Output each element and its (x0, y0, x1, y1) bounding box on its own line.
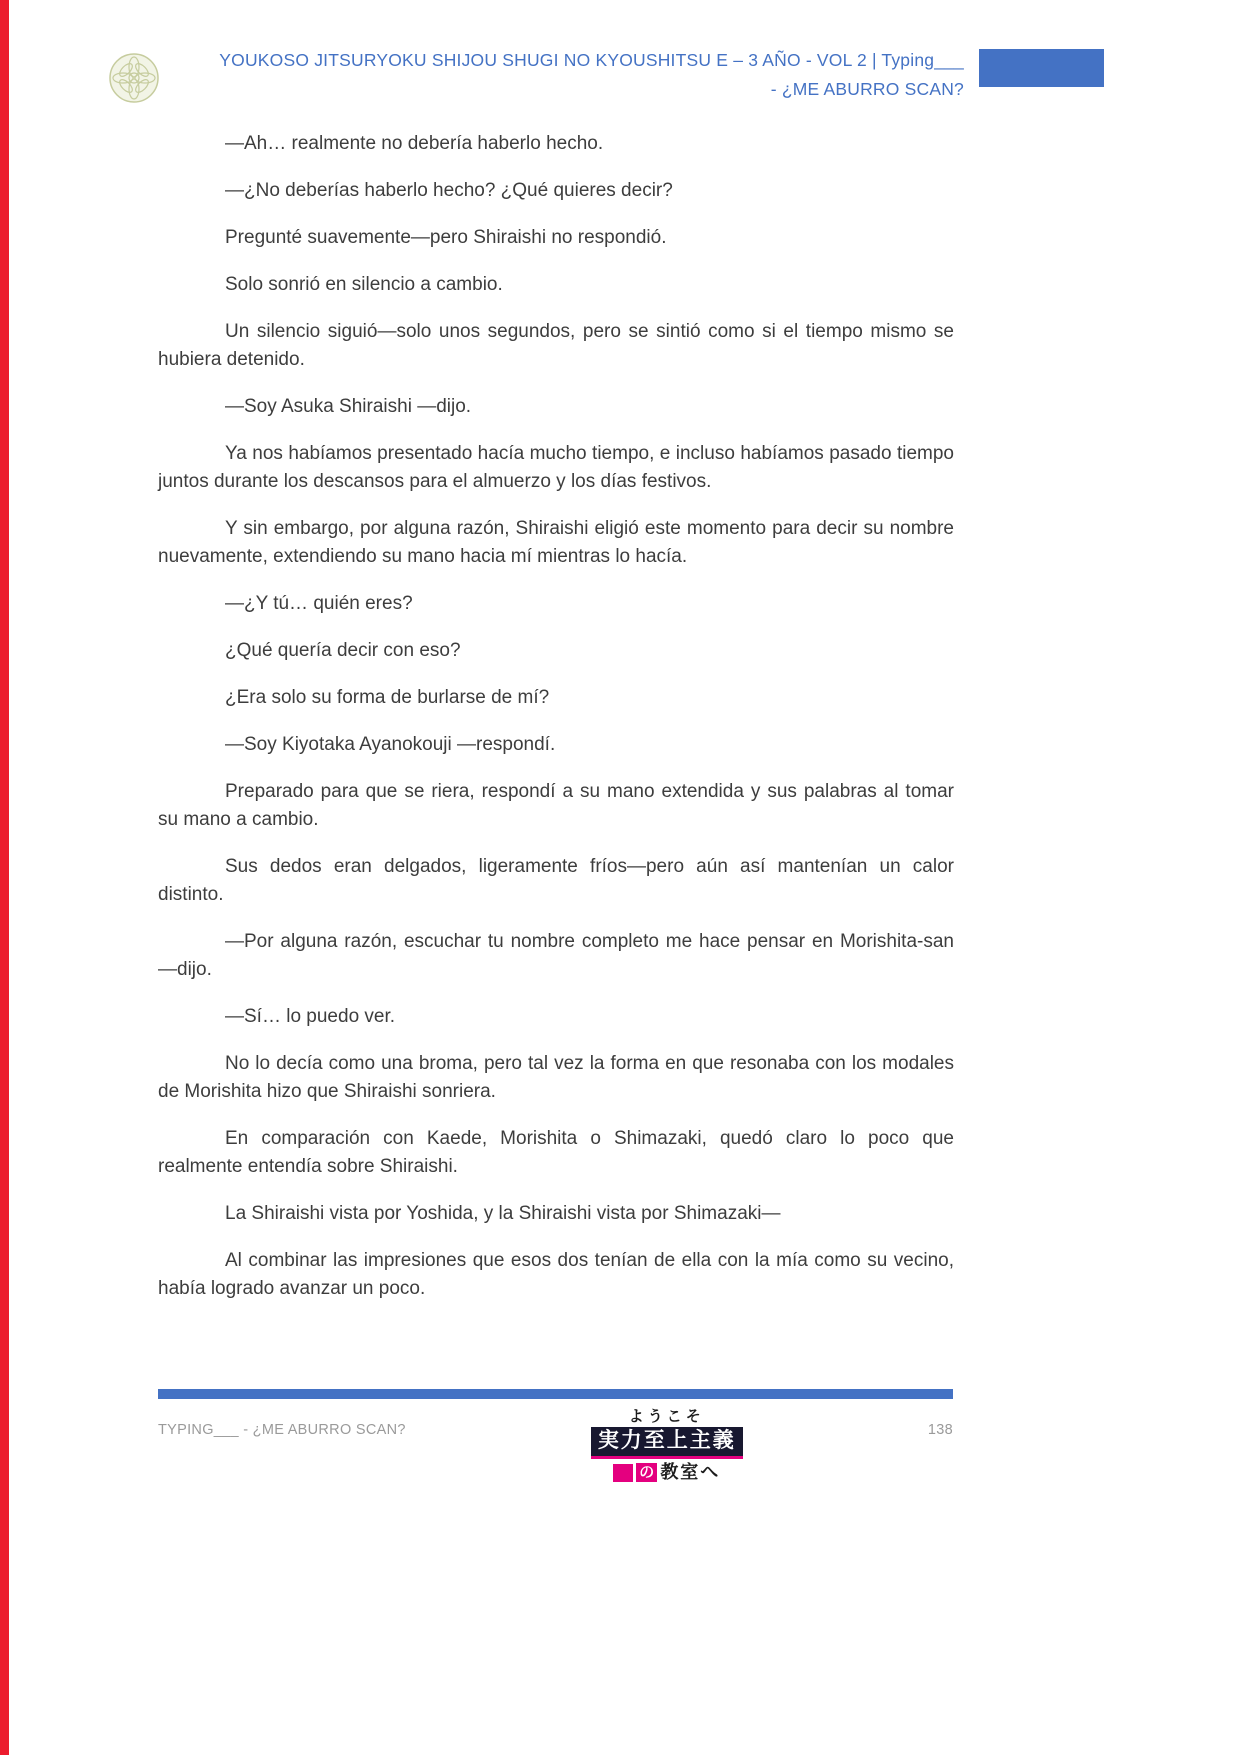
page-header (108, 46, 1104, 104)
paragraph: En comparación con Kaede, Morishita o Shimazaki, quedó claro lo poco que realmente entendía sobre Shiraishi. (158, 1128, 954, 1177)
paragraph: Un silencio siguió—solo unos segundos, pero se sintió como si el tiempo mismo se hubiera detenido. (158, 321, 954, 370)
paragraph: —Sí… lo puedo ver. (225, 1006, 396, 1027)
paragraph: No lo decía como una broma, pero tal vez la forma en que resonaba con los modales de Morishita hizo que Shiraishi sonriera. (158, 1053, 954, 1102)
paragraph: La Shiraishi vista por Yoshida, y la Shiraishi vista por Shimazaki— (225, 1203, 781, 1224)
left-red-border (0, 0, 9, 1755)
paragraph: —Soy Asuka Shiraishi —dijo. (225, 396, 472, 417)
footer-divider-bar (158, 1389, 953, 1399)
header-title: YOUKOSO JITSURYOKU SHIJOU SHUGI NO KYOUSHITSU E – 3 AÑO - VOL 2 | Typing___ - ¿ME ABURRO SCAN? (219, 50, 964, 99)
series-logo-main-text: 実力至上主義 (591, 1427, 743, 1459)
paragraph: —Ah… realmente no debería haberlo hecho. (225, 133, 604, 154)
paragraph: ¿Era solo su forma de burlarse de mí? (225, 687, 550, 708)
paragraph: Preparado para que se riera, respondí a su mano extendida y sus palabras al tomar su mano a cambio. (158, 781, 954, 830)
paragraph: —Por alguna razón, escuchar tu nombre completo me hace pensar en Morishita-san —dijo. (158, 931, 954, 980)
series-logo-top-text: ようこそ (628, 1408, 705, 1425)
footer-scan-credit: TYPING___ - ¿ME ABURRO SCAN? (158, 1422, 406, 1438)
paragraph: Al combinar las impresiones que esos dos tenían de ella con la mía como su vecino, había logrado avanzar un poco. (158, 1250, 954, 1299)
pink-badge (613, 1464, 633, 1482)
series-logo-bottom-text: 教室へ (660, 1462, 721, 1483)
series-logo (591, 1408, 743, 1483)
paragraph: Ya nos habíamos presentado hacía mucho tiempo, e incluso habíamos pasado tiempo juntos durante los descansos para el almuerzo y los días festivos. (158, 443, 954, 492)
series-logo-bottom-row (613, 1462, 720, 1483)
header-blue-box (979, 49, 1104, 87)
paragraph: Y sin embargo, por alguna razón, Shiraishi eligió este momento para decir su nombre nuevamente, extendiendo su mano hacia mí mientras lo hacía. (158, 518, 954, 567)
paragraph: Sus dedos eran delgados, ligeramente fríos—pero aún así mantenían un calor distinto. (158, 856, 954, 905)
paragraph: —¿Y tú… quién eres? (225, 593, 413, 614)
page-footer (158, 1408, 953, 1483)
body-text (158, 130, 954, 1322)
paragraph: —¿No deberías haberlo hecho? ¿Qué quieres decir? (225, 180, 673, 201)
series-logo-no-char: の (636, 1463, 657, 1482)
page-number: 138 (927, 1422, 953, 1438)
paragraph: Solo sonrió en silencio a cambio. (225, 274, 503, 295)
paragraph: —Soy Kiyotaka Ayanokouji —respondí. (225, 734, 556, 755)
emblem-logo (108, 52, 160, 104)
paragraph: Pregunté suavemente—pero Shiraishi no respondió. (225, 227, 667, 248)
paragraph: ¿Qué quería decir con eso? (225, 640, 461, 661)
